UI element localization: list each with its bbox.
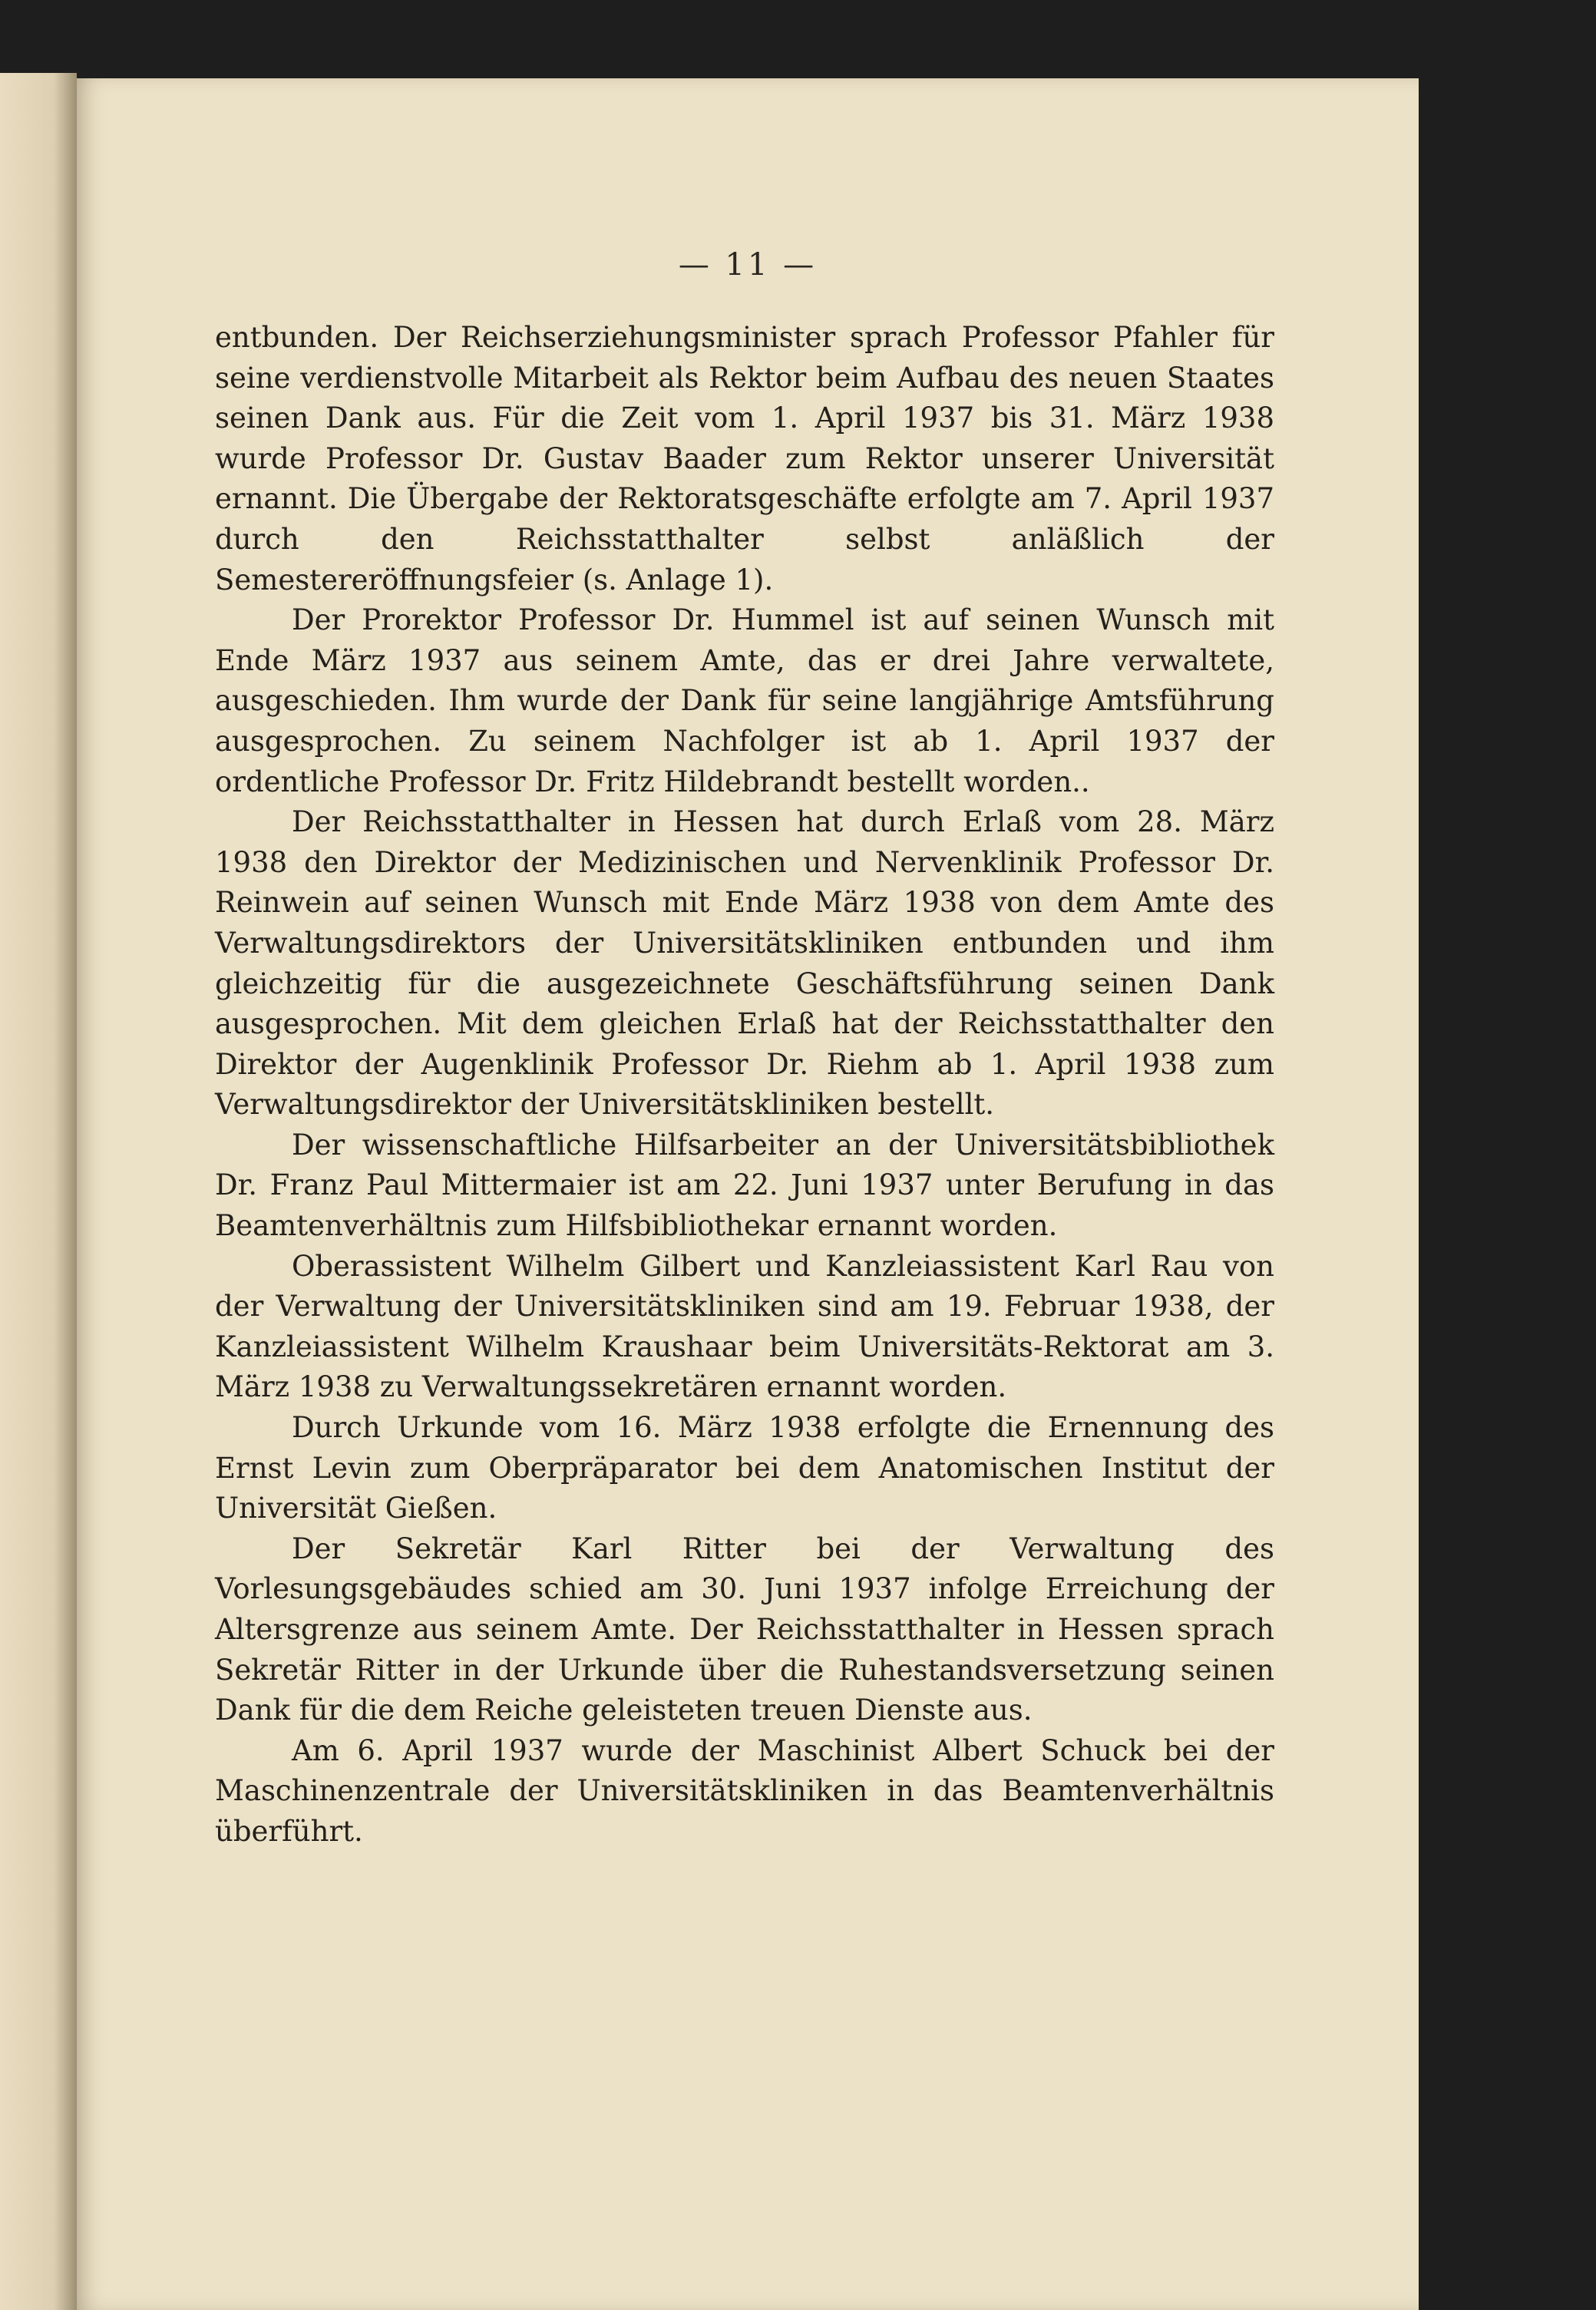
paragraph-8: Am 6. April 1937 wurde der Maschinist Albert Schuck bei der Maschinenzentrale der Universitätskliniken in das Beamtenverhältnis überführt. [215, 1733, 1274, 1848]
paragraph-3: Der Reichsstatthalter in Hessen hat durch Erlaß vom 28. März 1938 den Direktor der Medizinischen und Nervenklinik Professor Dr. Reinwein auf seinen Wunsch mit Ende März 1938 von dem Amte des Verwaltungsdirektors der Universitätskliniken entbunden und ihm gleichzeitig für die ausgezeichnete Geschäftsführung seinen Dank ausgesprochen. Mit dem gleichen Erlaß hat der Reichsstatthalter den Direktor der Augenklinik Professor Dr. Riehm ab 1. April 1938 zum Verwaltungsdirektor der Universitätskliniken bestellt. [215, 805, 1274, 1122]
book-page [77, 78, 1419, 2310]
paragraph-1: entbunden. Der Reichserziehungsminister sprach Professor Pfahler für seine verdienstvolle Mitarbeit als Rektor beim Aufbau des neuen Staates seinen Dank aus. Für die Zeit vom 1. April 1937 bis 31. März 1938 wurde Professor Dr. Gustav Baader zum Rektor unserer Universität ernannt. Die Übergabe der Rektoratsgeschäfte erfolgte am 7. April 1937 durch den Reichsstatthalter selbst anläßlich der Semestereröffnungsfeier (s. Anlage 1). [215, 321, 1274, 597]
page-number: — 11 — [678, 247, 818, 283]
paragraph-5: Oberassistent Wilhelm Gilbert und Kanzleiassistent Karl Rau von der Verwaltung der Universitätskliniken sind am 19. Februar 1938, der Kanzleiassistent Wilhelm Kraushaar beim Universitäts-Rektorat am 3. März 1938 zu Verwaltungssekretären ernannt worden. [215, 1249, 1274, 1404]
body-text [215, 318, 1274, 1852]
paragraph-4: Der wissenschaftliche Hilfsarbeiter an der Universitätsbibliothek Dr. Franz Paul Mittermaier ist am 22. Juni 1937 unter Berufung in das Beamtenverhältnis zum Hilfsbibliothekar ernannt worden. [215, 1128, 1274, 1243]
paragraph-2: Der Prorektor Professor Dr. Hummel ist auf seinen Wunsch mit Ende März 1937 aus seinem Amte, das er drei Jahre verwaltete, ausgeschieden. Ihm wurde der Dank für seine langjährige Amtsführung ausgesprochen. Zu seinem Nachfolger ist ab 1. April 1937 der ordentliche Professor Dr. Fritz Hildebrandt bestellt worden.. [215, 603, 1274, 798]
previous-page-edge [0, 73, 77, 2310]
paragraph-6: Durch Urkunde vom 16. März 1938 erfolgte die Ernennung des Ernst Levin zum Oberpräparator bei dem Anatomischen Institut der Universität Gießen. [215, 1411, 1274, 1525]
paragraph-7: Der Sekretär Karl Ritter bei der Verwaltung des Vorlesungsgebäudes schied am 30. Juni 1937 infolge Erreichung der Altersgrenze aus seinem Amte. Der Reichsstatthalter in Hessen sprach Sekretär Ritter in der Urkunde über die Ruhestandsversetzung seinen Dank für die dem Reiche geleisteten treuen Dienste aus. [215, 1532, 1274, 1727]
